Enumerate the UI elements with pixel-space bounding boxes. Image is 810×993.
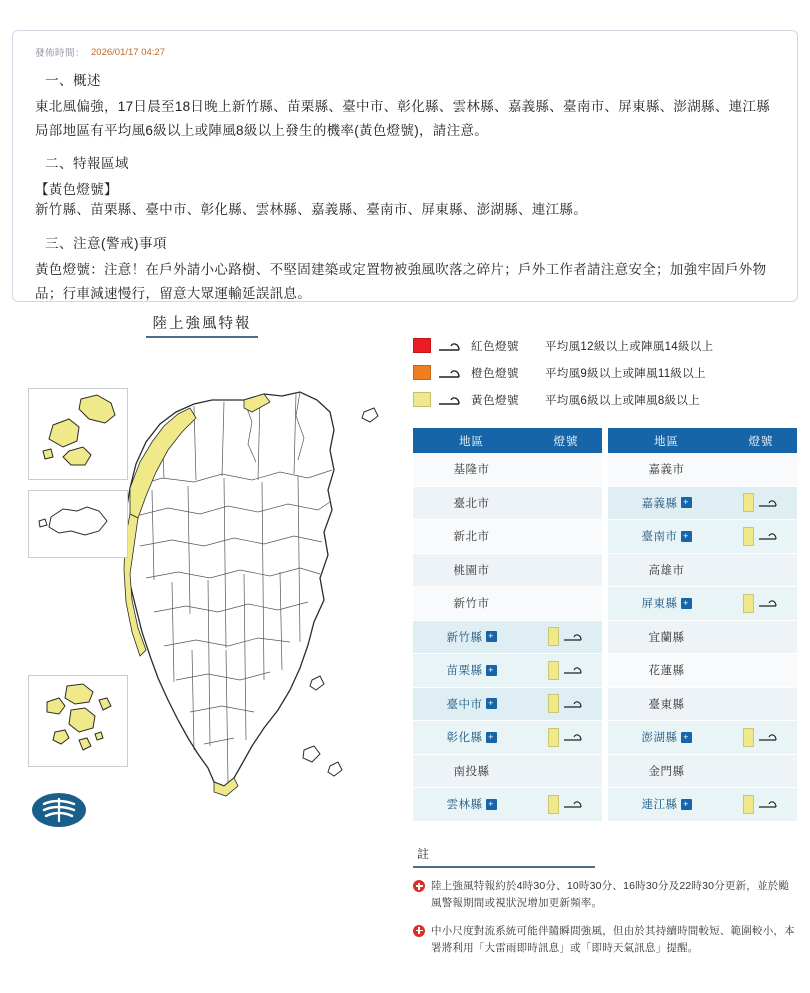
region-signal [530,661,602,680]
region-expand-penghu-county[interactable] [608,729,725,745]
wind-barb-icon [758,496,780,510]
table-row [413,554,602,588]
kinmen-main [49,507,107,535]
table-row[interactable] [608,788,797,822]
legend-desc-red: 平均風12級以上或陣風14級以上 [545,340,714,353]
region-name: 新北市 [453,531,490,544]
signal-swatch-yellow [548,795,559,814]
kinmen-lesser [39,519,47,527]
signal-swatch-yellow [743,527,754,546]
cwa-logo [30,790,88,830]
legend-row-red [413,332,798,359]
penghu-island-4 [99,698,111,710]
table-row[interactable] [413,721,602,755]
section3-title: 三、注意(警戒)事項 [45,235,167,251]
inset-matsu-svg [29,389,127,479]
region-signal [530,728,602,747]
header-region-right: 地區 [654,435,679,448]
region-name: 苗栗縣 [446,665,483,678]
section3-body: 黃色燈號：注意！在戶外請小心路樹、不堅固建築或定置物被強風吹落之碎片；戶外工作者請注意安全；加強牢固戶外物品；行車減速慢行，留意大眾運輸延誤訊息。 [35,261,767,301]
header-signal-right: 燈號 [748,435,774,448]
taiwan-map[interactable] [12,350,402,870]
island-east-small [362,408,378,422]
note-item [413,878,798,913]
expand-icon[interactable]: + [486,698,497,709]
table-row[interactable] [413,621,602,655]
map-title: 陸上強風特報 [146,312,258,338]
region-name: 新竹市 [453,598,490,611]
island-orchid [303,746,320,762]
table-row [413,453,602,487]
matsu-island-2 [49,419,79,447]
table-row [413,587,602,621]
region-name: 連江縣 [641,799,678,812]
penghu-island-5 [53,730,69,744]
legend-name-orange: 橙色燈號 [471,367,519,380]
expand-icon[interactable]: + [486,732,497,743]
region-signal [530,627,602,646]
legend-swatch-orange [413,365,431,380]
header-region-left: 地區 [459,435,484,448]
region-expand-hsinchu-county[interactable] [413,629,530,645]
region-signal [725,527,797,546]
wind-barb-icon-yellow [437,392,463,408]
region-expand-pingtung-county[interactable] [608,595,725,611]
table-row[interactable] [608,587,797,621]
region-name: 南投縣 [453,765,490,778]
region-name: 嘉義縣 [641,497,678,510]
table-row [608,755,797,789]
expand-icon[interactable]: + [681,598,692,609]
region-signal [725,493,797,512]
wind-barb-icon [563,797,585,811]
region-expand-taichung-city[interactable] [413,696,530,712]
matsu-island-1 [79,395,115,423]
penghu-island-7 [95,732,103,740]
bullet-plus-icon [413,925,425,937]
inset-kinmen-svg [29,491,127,557]
table-header-left [413,428,602,453]
wind-barb-icon [758,596,780,610]
table-row [608,453,797,487]
region-name: 臺東縣 [648,698,685,711]
legend-desc-orange: 平均風9級以上或陣風11級以上 [545,367,706,380]
region-expand-changhua-county[interactable] [413,729,530,745]
region-table-right [608,428,797,822]
section2-title: 二、特報區域 [45,156,129,172]
region-name: 臺中市 [446,698,483,711]
legend-row-orange [413,359,798,386]
wind-barb-icon [758,529,780,543]
inset-penghu-svg [29,676,127,766]
expand-icon[interactable]: + [486,665,497,676]
notes-title: 註 [413,845,595,868]
legend-desc-yellow: 平均風6級以上或陣風8級以上 [545,394,700,407]
expand-icon[interactable]: + [681,531,692,542]
table-row [608,554,797,588]
bullet-plus-icon [413,880,425,892]
section2-subtitle: 【黃色燈號】 [35,182,118,198]
notice-panel [12,30,798,302]
region-signal [530,795,602,814]
penghu-island-1 [65,684,93,704]
legend [413,332,798,413]
expand-icon[interactable]: + [681,497,692,508]
wind-barb-icon [758,797,780,811]
section2-body: 新竹縣、苗栗縣、臺中市、彰化縣、雲林縣、嘉義縣、臺南市、屏東縣、澎湖縣、連江縣。 [35,202,587,218]
wind-barb-icon-orange [437,365,463,381]
region-name: 雲林縣 [446,799,483,812]
region-name: 澎湖縣 [641,732,678,745]
region-name: 臺北市 [453,497,490,510]
table-row [608,654,797,688]
matsu-island-3 [63,447,91,465]
signal-swatch-yellow [743,795,754,814]
legend-name-red: 紅色燈號 [471,340,519,353]
penghu-island-2 [47,698,65,714]
table-row[interactable] [608,721,797,755]
region-signal [725,594,797,613]
region-name: 花蓮縣 [648,665,685,678]
signal-swatch-yellow [743,728,754,747]
region-name: 宜蘭縣 [648,631,685,644]
region-expand-chiayi-county[interactable] [608,495,725,511]
expand-icon[interactable]: + [681,732,692,743]
wind-barb-icon [563,697,585,711]
region-name: 桃園市 [453,564,490,577]
matsu-island-4 [43,449,53,459]
signal-swatch-yellow [548,694,559,713]
section1-title: 一、概述 [45,73,101,88]
issue-time-row [35,45,777,59]
wind-barb-icon [563,630,585,644]
inset-matsu[interactable] [28,388,128,480]
region-name: 彰化縣 [446,732,483,745]
signal-swatch-yellow [743,594,754,613]
expand-icon[interactable]: + [486,799,497,810]
legend-swatch-red [413,338,431,353]
wind-barb-icon-red [437,338,463,354]
region-signal-tables [413,428,798,822]
region-name: 新竹縣 [446,631,483,644]
penghu-island-6 [79,738,91,750]
region-signal [725,795,797,814]
cwa-logo-icon [30,790,88,830]
region-signal [530,694,602,713]
region-name: 嘉義市 [648,464,685,477]
legend-name-yellow: 黃色燈號 [471,394,519,407]
table-row [413,487,602,521]
region-name: 屏東縣 [641,598,678,611]
region-expand-lienchiang-county[interactable] [608,796,725,812]
penghu-island-3 [69,708,95,732]
region-table-left [413,428,602,822]
expand-icon[interactable]: + [681,799,692,810]
wind-barb-icon [563,663,585,677]
inset-kinmen[interactable] [28,490,128,558]
island-green [310,676,324,690]
legend-row-yellow [413,386,798,413]
table-row[interactable] [413,688,602,722]
island-lanyu [328,762,342,776]
region-name: 臺南市 [641,531,678,544]
region-expand-yunlin-county[interactable] [413,796,530,812]
section1-body: 東北風偏強，17日晨至18日晚上新竹縣、苗栗縣、臺中市、彰化縣、雲林縣、嘉義縣、臺南市、屏東縣、澎湖縣、連江縣局部地區有平均風6級以上或陣風8級以上發生的機率(黃色燈號)，請注意。 [35,99,771,138]
table-row [413,755,602,789]
region-expand-miaoli-county[interactable] [413,662,530,678]
header-signal-left: 燈號 [553,435,579,448]
table-header-right [608,428,797,453]
issue-time-value: 2026/01/17 04:27 [91,46,165,58]
signal-swatch-yellow [548,661,559,680]
region-name: 金門縣 [648,765,685,778]
region-signal [725,728,797,747]
table-row [608,621,797,655]
signal-swatch-yellow [743,493,754,512]
note-text: 陸上強風特報約於4時30分、10時30分、16時30分及22時30分更新，並於颱風警報期間或視狀況增加更新頻率。 [431,880,790,910]
table-row[interactable] [608,487,797,521]
signal-swatch-yellow [548,728,559,747]
issue-time-label: 發佈時間： [35,48,86,59]
signal-swatch-yellow [548,627,559,646]
region-name: 高雄市 [648,564,685,577]
table-row[interactable] [413,654,602,688]
inset-penghu[interactable] [28,675,128,767]
notes-section [413,845,798,967]
table-row[interactable] [608,520,797,554]
expand-icon[interactable]: + [486,631,497,642]
wind-barb-icon [563,730,585,744]
region-name: 基隆市 [453,464,490,477]
legend-swatch-yellow [413,392,431,407]
note-text: 中小尺度對流系統可能伴隨瞬間強風，但由於其持續時間較短、範圍較小，本署將利用「大雷雨即時訊息」或「即時天氣訊息」提醒。 [431,924,795,954]
table-row [608,688,797,722]
note-item [413,923,798,958]
table-row [413,520,602,554]
table-row[interactable] [413,788,602,822]
wind-barb-icon [758,730,780,744]
region-expand-tainan-city[interactable] [608,528,725,544]
